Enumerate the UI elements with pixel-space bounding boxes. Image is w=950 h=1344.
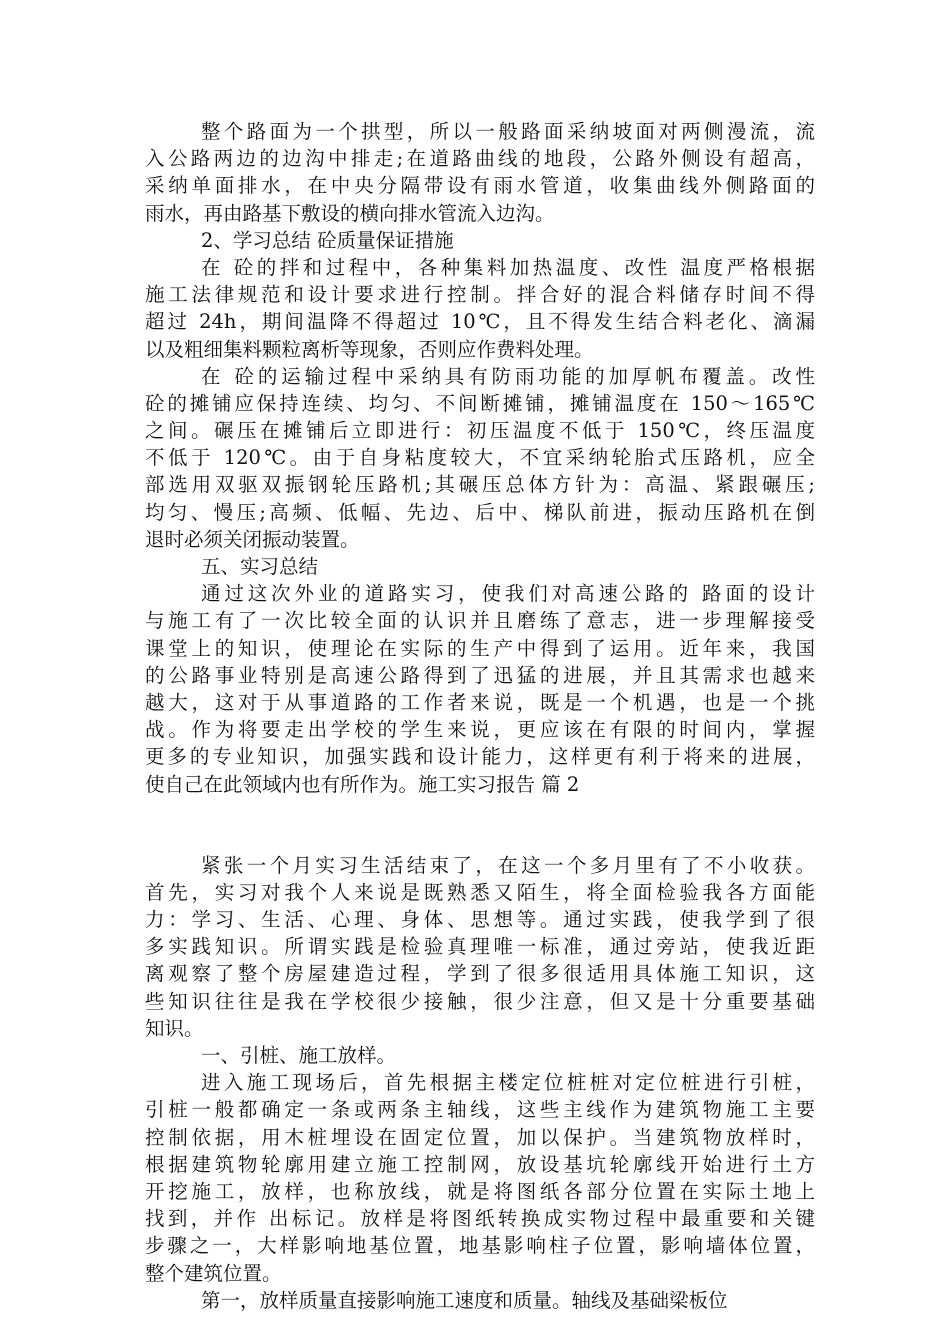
text-line: 第一，放样质量直接影响施工速度和质量。轴线及基础梁板位 — [201, 1288, 728, 1312]
section-heading — [145, 553, 815, 580]
paragraph-gap — [145, 798, 815, 852]
text-line: 2、学习总结 砼质量保证措施 — [201, 228, 454, 252]
paragraph — [145, 580, 815, 798]
text-line: 战。作为将要走出学校的学生来说，更应该在有限的时间内，掌握 — [145, 718, 815, 742]
paragraph — [145, 852, 815, 1042]
paragraph — [145, 254, 815, 363]
section-heading — [145, 1042, 815, 1069]
text-line: 之间。碾压在摊铺后立即进行：初压温度不低于 150℃，终压温度 — [145, 419, 815, 443]
text-line: 入公路两边的边沟中排走;在道路曲线的地段，公路外侧设有超高， — [145, 147, 815, 171]
text-line: 通过这次外业的道路实习，使我们对高速公路的 路面的设计 — [201, 582, 815, 606]
text-line: 五、实习总结 — [201, 555, 319, 578]
text-line: 在 砼的拌和过程中，各种集料加热温度、改性 温度严格根据 — [201, 255, 815, 279]
text-line: 的公路事业特别是高速公路得到了迅猛的进展，并且其需求也越来 — [145, 663, 815, 687]
text-line: 均匀、慢压;高频、低幅、先边、后中、梯队前进，振动压路机在倒 — [145, 500, 815, 524]
text-line: 采纳单面排水，在中央分隔带设有雨水管道，收集曲线外侧路面的 — [145, 174, 815, 198]
text-line: 一、引桩、施工放样。 — [201, 1044, 397, 1067]
text-line: 雨水，再由路基下敷设的横向排水管流入边沟。 — [145, 201, 555, 225]
section-heading — [145, 227, 815, 254]
text-line: 开挖施工，放样，也称放线，就是将图纸各部分位置在实际土地上 — [145, 1179, 815, 1203]
text-line: 不低于 120℃。由于自身粘度较大，不宜采纳轮胎式压路机，应全 — [145, 446, 815, 470]
text-line: 根据建筑物轮廓用建立施工控制网，放设基坑轮廓线开始进行土方 — [145, 1152, 815, 1176]
text-line: 在 砼的运输过程中采纳具有防雨功能的加厚帆布覆盖。改性 — [201, 364, 815, 388]
text-line: 以及粗细集料颗粒离析等现象，否则应作费料处理。 — [145, 337, 594, 361]
text-line: 进入施工现场后，首先根据主楼定位桩桩对定位桩进行引桩， — [201, 1071, 815, 1095]
text-line: 整个建筑位置。 — [145, 1261, 282, 1285]
text-line: 课堂上的知识，使理论在实际的生产中得到了运用。近年来，我国 — [145, 636, 815, 660]
paragraph — [145, 363, 815, 553]
text-line: 控制依据，用木桩埋设在固定位置，加以保护。当建筑物放样时， — [145, 1125, 815, 1149]
text-line: 些知识往往是我在学校很少接触，很少注意，但又是十分重要基础 — [145, 989, 815, 1013]
text-line: 紧张一个月实习生活结束了，在这一个多月里有了不小收获。 — [201, 853, 815, 877]
text-line: 更多的专业知识，加强实践和设计能力，这样更有利于将来的进展， — [145, 745, 815, 769]
text-line: 使自己在此领域内也有所作为。施工实习报告 篇 2 — [145, 772, 580, 796]
text-line: 部选用双驱双振钢轮压路机;其碾压总体方针为：高温、紧跟碾压; — [145, 473, 815, 497]
text-line: 力：学习、生活、心理、身体、思想等。通过实践，使我学到了很 — [145, 908, 815, 932]
text-line: 引桩一般都确定一条或两条主轴线，这些主线作为建筑物施工主要 — [145, 1098, 815, 1122]
text-line: 越大，这对于从事道路的工作者来说，既是一个机遇，也是一个挑 — [145, 690, 815, 714]
text-line: 找到，并作 出标记。放样是将图纸转换成实物过程中最重要和关键 — [145, 1207, 815, 1231]
paragraph — [145, 1287, 815, 1314]
document-page — [145, 118, 815, 1314]
text-line: 多实践知识。所谓实践是检验真理唯一标准，通过旁站，使我近距 — [145, 935, 815, 959]
text-line: 砼的摊铺应保持连续、均匀、不间断摊铺，摊铺温度在 150～165℃ — [145, 391, 815, 415]
text-line: 退时必须关闭振动装置。 — [145, 527, 360, 551]
text-line: 整个路面为一个拱型，所以一般路面采纳坡面对两侧漫流，流 — [201, 120, 815, 143]
paragraph — [145, 1069, 815, 1287]
text-line: 步骤之一，大样影响地基位置，地基影响柱子位置，影响墙体位置， — [145, 1234, 815, 1258]
text-line: 首先，实习对我个人来说是既熟悉又陌生，将全面检验我各方面能 — [145, 880, 815, 904]
text-line: 超过 24h，期间温降不得超过 10℃，且不得发生结合料老化、滴漏 — [145, 310, 815, 334]
text-line: 与施工有了一次比较全面的认识并且磨练了意志，进一步理解接受 — [145, 609, 815, 633]
text-line: 知识。 — [145, 1016, 204, 1040]
paragraph — [145, 118, 815, 227]
text-line: 施工法律规范和设计要求进行控制。拌合好的混合料储存时间不得 — [145, 283, 815, 307]
text-line: 离观察了整个房屋建造过程，学到了很多很适用具体施工知识，这 — [145, 962, 815, 986]
